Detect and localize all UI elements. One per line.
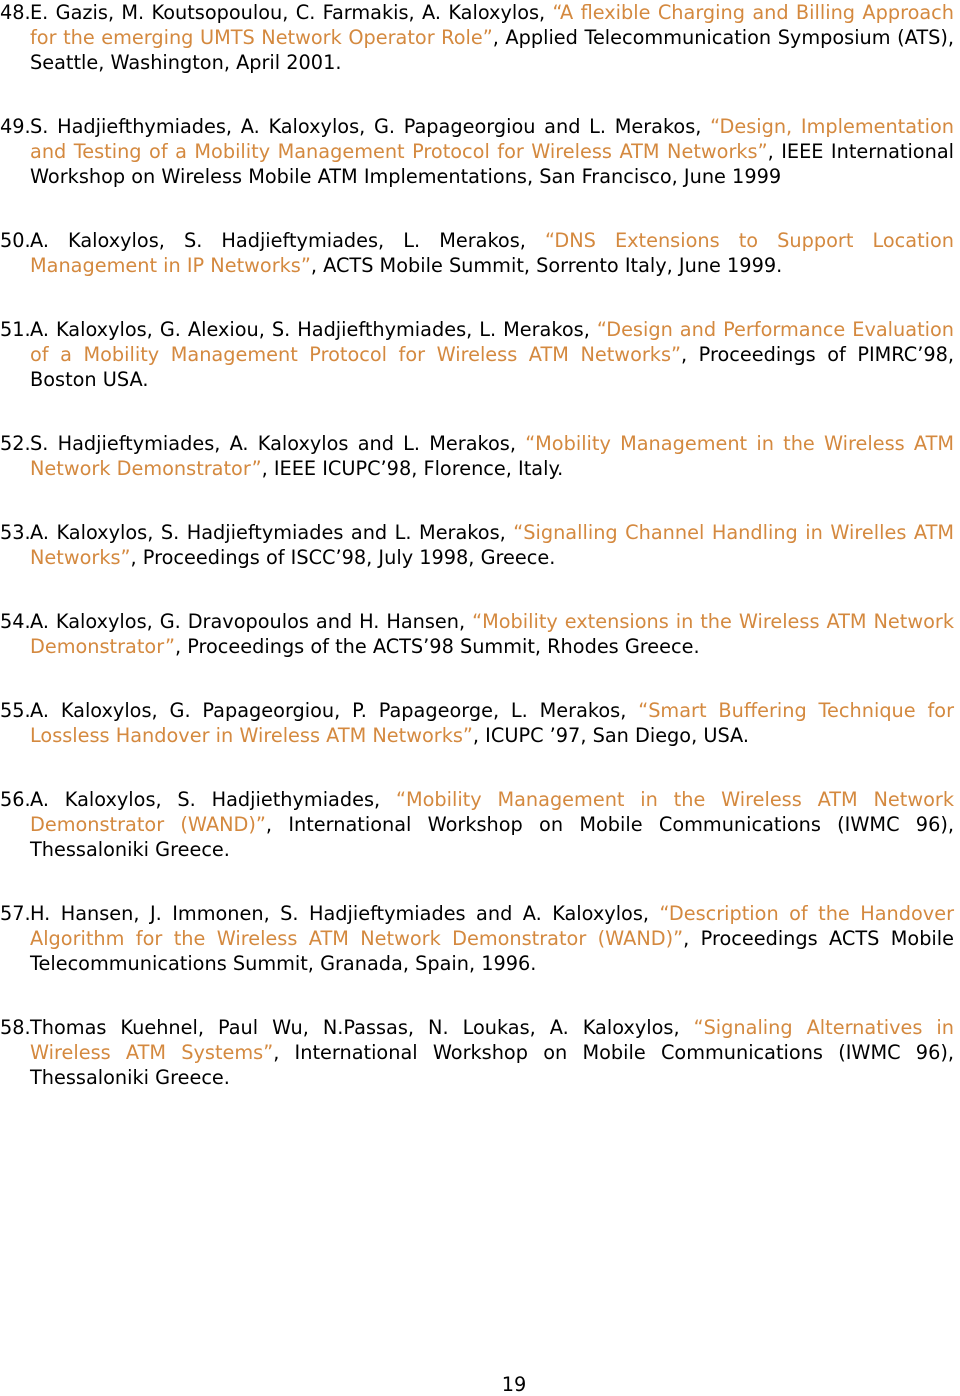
reference-venue: , Applied Telecommunication Symposium (ATS), Seattle, Washington, April 2001. <box>30 26 954 74</box>
reference-authors: A. Kaloxylos, G. Papageorgiou, P. Papageorge, L. Merakos, <box>30 699 639 722</box>
reference-venue: , Proceedings ACTS Mobile Telecommunications Summit, Granada, Spain, 1996. <box>30 927 955 975</box>
reference-venue: , Proceedings of the ACTS’98 Summit, Rhodes Greece. <box>174 635 700 658</box>
reference-venue: , Proceedings of PIMRC’98, Boston USA. <box>30 343 954 391</box>
reference-venue: , Proceedings of ISCC’98, July 1998, Greece. <box>130 546 556 569</box>
reference-item <box>0 228 954 278</box>
reference-number: 57. <box>0 902 31 925</box>
reference-item <box>0 901 954 976</box>
reference-authors: A. Kaloxylos, S. Hadjieftymiades, L. Merakos, <box>30 229 545 252</box>
reference-venue: , International Workshop on Mobile Communications (IWMC 96), Thessaloniki Greece. <box>30 813 954 861</box>
reference-authors: A. Kaloxylos, S. Hadjiethymiades, <box>30 788 396 811</box>
reference-authors: A. Kaloxylos, G. Dravopoulos and H. Hansen, <box>30 610 473 633</box>
reference-title: “Smart Buffering Technique for Lossless Handover in Wireless ATM Networks” <box>30 699 954 747</box>
reference-number: 51. <box>0 318 31 341</box>
reference-venue: , International Workshop on Mobile Communications (IWMC 96), Thessaloniki Greece. <box>30 1041 954 1089</box>
reference-title: “A flexible Charging and Billing Approach for the emerging UMTS Network Operator Role” <box>30 1 955 49</box>
reference-number: 50. <box>0 229 31 252</box>
reference-title: “Description of the Handover Algorithm for the Wireless ATM Network Demonstrator (WAND)” <box>30 902 955 950</box>
reference-venue: , ACTS Mobile Summit, Sorrento Italy, June 1999. <box>310 254 783 277</box>
reference-title: “Signaling Alternatives in Wireless ATM Systems” <box>30 1016 954 1064</box>
reference-venue: , IEEE International Workshop on Wireless Mobile ATM Implementations, San Francisco, June 1999 <box>30 140 954 188</box>
reference-item <box>0 787 954 862</box>
reference-item <box>0 431 954 481</box>
reference-venue: , ICUPC ’97, San Diego, USA. <box>472 724 750 747</box>
reference-number: 58. <box>0 1016 31 1039</box>
reference-number: 53. <box>0 521 31 544</box>
page-number: 19 <box>501 1373 527 1396</box>
reference-number: 52. <box>0 432 31 455</box>
reference-number: 48. <box>0 1 31 24</box>
reference-venue: , IEEE ICUPC’98, Florence, Italy. <box>261 457 564 480</box>
reference-number: 56. <box>0 788 31 811</box>
reference-item <box>0 0 954 75</box>
reference-title: “Signalling Channel Handling in Wirelles ATM Networks” <box>30 521 954 569</box>
reference-number: 49. <box>0 115 31 138</box>
reference-authors: S. Hadjieftymiades, A. Kaloxylos and L. Merakos, <box>30 432 526 455</box>
reference-item <box>0 520 954 570</box>
reference-authors: H. Hansen, J. Immonen, S. Hadjieftymiades and A. Kaloxylos, <box>30 902 660 925</box>
reference-title: “Mobility extensions in the Wireless ATM Network Demonstrator” <box>30 610 954 658</box>
reference-title: “Mobility Management in the Wireless ATM Network Demonstrator” <box>30 432 954 480</box>
reference-item <box>0 114 954 189</box>
reference-title: “DNS Extensions to Support Location Management in IP Networks” <box>30 229 954 277</box>
reference-authors: Thomas Kuehnel, Paul Wu, N.Passas, N. Loukas, A. Kaloxylos, <box>30 1016 694 1039</box>
reference-item <box>0 317 954 392</box>
reference-authors: E. Gazis, M. Koutsopoulou, C. Farmakis, A. Kaloxylos, <box>30 1 553 24</box>
reference-authors: A. Kaloxylos, G. Alexiou, S. Hadjiefthymiades, L. Merakos, <box>30 318 597 341</box>
reference-authors: A. Kaloxylos, S. Hadjieftymiades and L. Merakos, <box>30 521 514 544</box>
reference-number: 55. <box>0 699 31 722</box>
reference-item <box>0 698 954 748</box>
reference-item <box>0 609 954 659</box>
reference-title: “Mobility Management in the Wireless ATM Network Demonstrator (WAND)” <box>30 788 954 836</box>
reference-title: “Design, Implementation and Testing of a Mobility Management Protocol for Wireless ATM Networks” <box>30 115 954 163</box>
reference-authors: S. Hadjiefthymiades, A. Kaloxylos, G. Papageorgiou and L. Merakos, <box>30 115 711 138</box>
reference-number: 54. <box>0 610 31 633</box>
reference-item <box>0 1015 954 1090</box>
reference-title: “Design and Performance Evaluation of a Mobility Management Protocol for Wireless ATM Networks” <box>30 318 954 366</box>
